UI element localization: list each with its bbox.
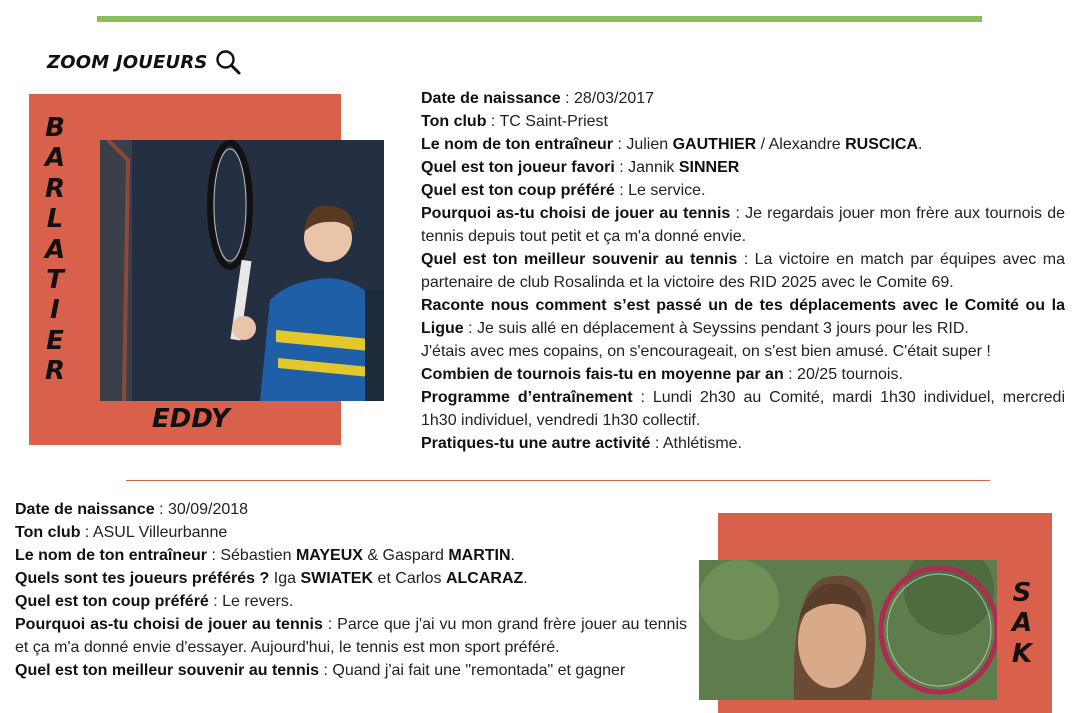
player2-photo	[699, 560, 997, 700]
section-header	[47, 48, 242, 76]
player2-favorite-shot: Quel est ton coup préféré : Le revers.	[15, 593, 294, 610]
player1-trip-continued: J'étais avec mes copains, on s'encourageait, on s'est bien amusé. C'était super !	[421, 343, 991, 360]
player1-interview	[421, 87, 1065, 455]
section-divider	[126, 480, 990, 481]
section-title: ZOOM JOUEURS	[47, 51, 208, 73]
player1-club: Ton club : TC Saint-Priest	[421, 113, 608, 130]
player1-coach: Le nom de ton entraîneur : Julien GAUTHIER / Alexandre RUSCICA.	[421, 136, 923, 153]
player1-best-memory: Quel est ton meilleur souvenir au tennis : La victoire en match par équipes avec ma partenaire de club Rosalinda et la victoire des RID 2025 avec le Comite 69.	[421, 251, 1065, 291]
player2-club: Ton club : ASUL Villeurbanne	[15, 524, 228, 541]
top-accent-bar	[97, 16, 982, 22]
player2-birth: Date de naissance : 30/09/2018	[15, 501, 249, 518]
player1-photo	[100, 140, 384, 401]
player1-last-name-vertical: B A R L A T I E R	[44, 113, 66, 387]
player1-favorite-shot: Quel est ton coup préféré : Le service.	[421, 182, 706, 199]
player1-trip: Raconte nous comment s’est passé un de tes déplacements avec le Comité ou la Ligue : Je suis allé en déplacement à Seyssins pendant 3 jours pour les RID.	[421, 297, 1065, 337]
player1-birth: Date de naissance : 28/03/2017	[421, 90, 655, 107]
player1-other-activity: Pratiques-tu une autre activité : Athlétisme.	[421, 435, 742, 452]
player1-tournaments: Combien de tournois fais-tu en moyenne par an : 20/25 tournois.	[421, 366, 903, 383]
player1-why-tennis: Pourquoi as-tu choisi de jouer au tennis : Je regardais jouer mon frère aux tournois de tennis depuis tout petit et ça m'a donné envie.	[421, 205, 1066, 245]
player1-favorite-player: Quel est ton joueur favori : Jannik SINNER	[421, 159, 740, 176]
player2-best-memory: Quel est ton meilleur souvenir au tennis : Quand j'ai fait une "remontada" et gagner	[15, 662, 626, 679]
player2-last-name-vertical: S A K	[1011, 578, 1033, 669]
player2-favorite-players: Quels sont tes joueurs préférés ? Iga SWIATEK et Carlos ALCARAZ.	[15, 570, 528, 587]
player1-first-name: EDDY	[152, 404, 230, 434]
player2-coach: Le nom de ton entraîneur : Sébastien MAYEUX & Gaspard MARTIN.	[15, 547, 515, 564]
player2-interview	[15, 498, 687, 682]
magnifier-icon	[214, 48, 242, 76]
player2-why-tennis: Pourquoi as-tu choisi de jouer au tennis : Parce que j'ai vu mon grand frère jouer au tennis et ça m'a donné envie d'essayer. Aujourd'hui, le tennis est mon sport préféré.	[15, 616, 688, 656]
player1-training: Programme d’entraînement : Lundi 2h30 au Comité, mardi 1h30 individuel, mercredi 1h30 individuel, vendredi 1h30 collectif.	[421, 389, 1066, 429]
